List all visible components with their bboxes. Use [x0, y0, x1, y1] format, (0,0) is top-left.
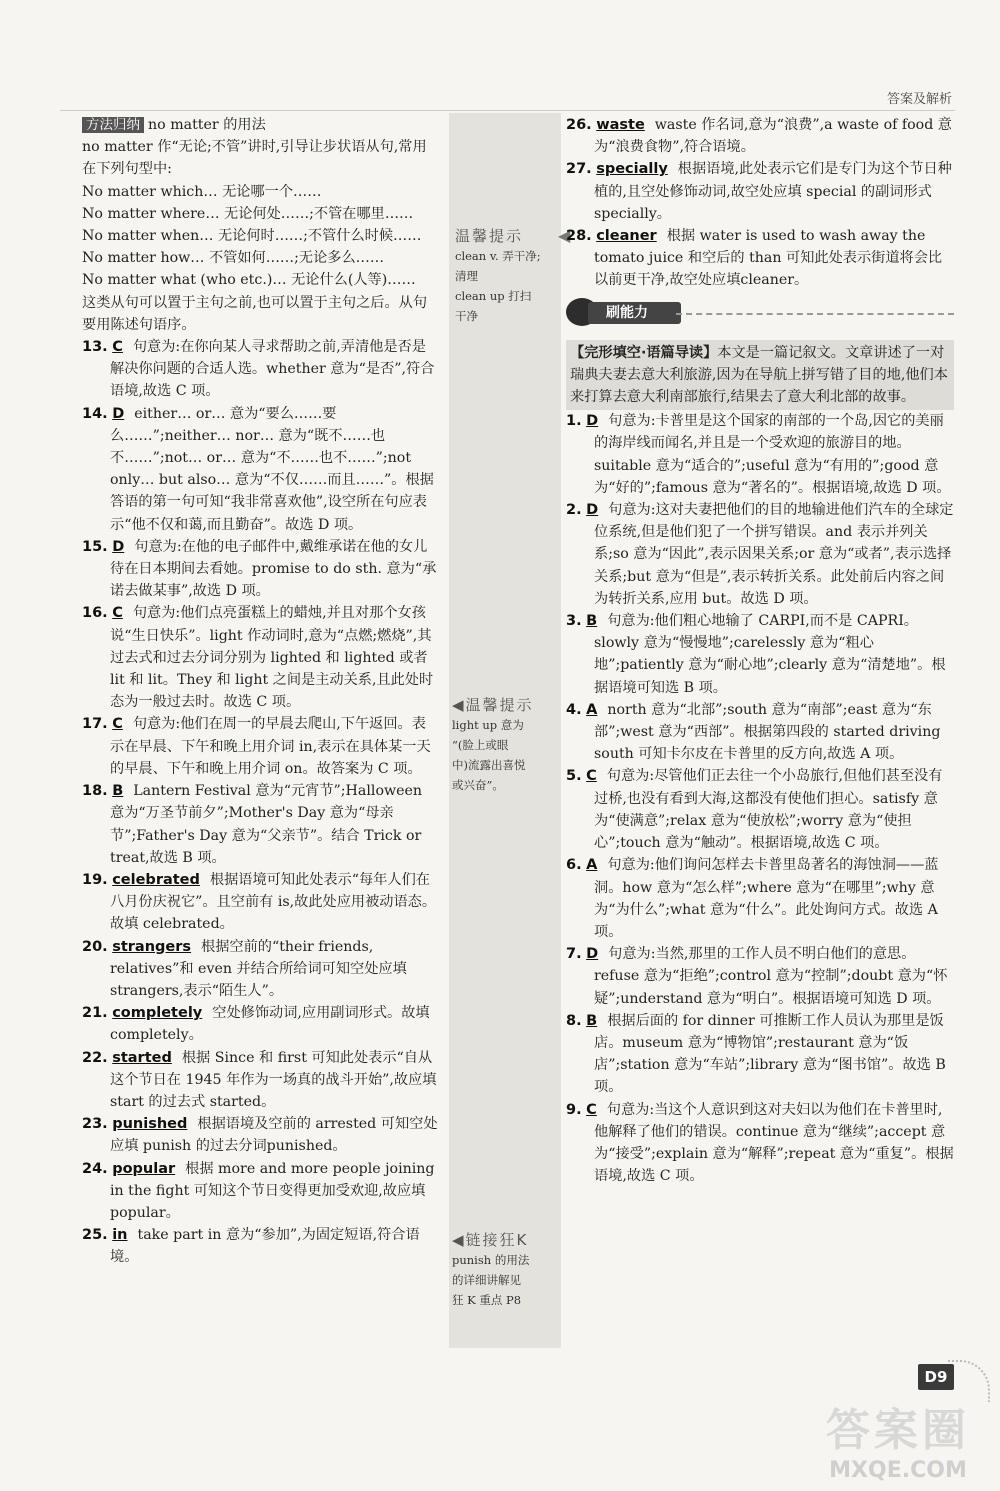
- note-title: 链接狂K: [465, 1231, 529, 1249]
- skill-banner: [566, 296, 954, 334]
- note-title: 温馨提示: [455, 227, 524, 245]
- item-explanation: Lantern Festival 意为“元宵节”;Halloween 意为“万圣节前夕”;Mother's Day 意为“母亲节”;Father's Day 意为“父亲节”。结合 Trick or treat,故选 B 项。: [110, 783, 423, 866]
- item-answer: in: [112, 1227, 128, 1244]
- method-line: No matter which… 无论哪一个……: [82, 183, 322, 200]
- item-number: 16.: [82, 605, 108, 622]
- method-line: No matter when… 无论何时……;不管什么时候……: [82, 228, 422, 245]
- method-line: 这类从句可以置于主句之前,也可以置于主句之后。从句要用陈述句语序。: [82, 294, 428, 333]
- item-number: 21.: [82, 1005, 108, 1022]
- item-answer: completely: [112, 1005, 203, 1022]
- method-line: no matter 作“无论;不管”讲时,引导让步状语从句,常用在下列句型中:: [82, 139, 427, 178]
- item-answer: C: [586, 1101, 597, 1118]
- answer-item: [82, 936, 440, 1003]
- watermark-logo: 答案圈: [826, 1405, 970, 1456]
- item-explanation: 句意为:他们询问怎样去卡普里岛著名的海蚀洞——蓝洞。how 意为“怎么样”;where 意为“在哪里”;why 意为“为什么”;what 意为“什么”。此处询问方式。故选 A 项。: [594, 857, 939, 940]
- item-answer: C: [112, 605, 123, 622]
- item-number: 4.: [566, 701, 582, 718]
- item-answer: D: [112, 405, 125, 422]
- item-number: 20.: [82, 938, 108, 955]
- item-answer: strangers: [112, 938, 192, 955]
- item-answer: C: [586, 768, 597, 785]
- item-answer: B: [586, 613, 598, 630]
- item-number: 9.: [566, 1101, 582, 1118]
- item-explanation: 根据语境,此处表示它们是专门为这个节日种植的,且空处修饰动词,故空处应填 special 的副词形式 specially。: [594, 161, 952, 222]
- side-note-2: [452, 695, 560, 795]
- item-explanation: 句意为:当这个人意识到这对夫妇以为他们在卡普里时,他解释了他们的错误。continue 意为“继续”;accept 意为“接受”;explain 意为“解释”;repeat 意为“重复”。根据语境,故选 C 项。: [594, 1101, 954, 1185]
- guide-text: 本文是一篇记叙文。文章讲述了一对瑞典夫妻去意大利旅游,因为在导航上拼写错了目的地,他们本来打算去意大利南部旅行,结果去了意大利北部的故事。: [570, 344, 948, 406]
- item-answer: B: [112, 783, 124, 800]
- item-explanation: 句意为:他们粗心地输了 CARPI,而不是 CAPRI。slowly 意为“慢慢地”;carelessly 意为“粗心地”;patiently 意为“耐心地”;clearly 意为“清楚地”。根据语境可知选 B 项。: [594, 613, 946, 696]
- divider: [676, 313, 954, 315]
- item-number: 2.: [566, 502, 582, 519]
- answer-item: [566, 943, 954, 1010]
- arrow-left-icon: ◀: [452, 696, 466, 714]
- item-explanation: either… or… 意为“要么……要么……”;neither… nor… 意为“既不……也不……”;not… or… 意为“不……也不……”;not only… but also… 意为“不仅……而且……”。根据答语的第一句可知“我非常喜欢他”,设空所在句应表示“他不仅和蔼,而且勤奋”。故选 D 项。: [110, 405, 434, 533]
- answer-item: [82, 1047, 440, 1114]
- item-answer: punished: [112, 1116, 188, 1133]
- method-box: [82, 114, 440, 336]
- page-number: D9: [918, 1364, 954, 1390]
- item-number: 15.: [82, 538, 108, 555]
- item-explanation: 根据语境可知此处表示“每年人们在八月份庆祝它”。且空前有 is,故此处应用被动语态。故填 celebrated。: [110, 871, 437, 933]
- item-number: 22.: [82, 1049, 108, 1066]
- header-divider: [60, 110, 955, 111]
- item-answer: waste: [596, 117, 645, 133]
- item-explanation: 根据 Since 和 first 可知此处表示“自从这个节日在 1945 年作为一场真的战斗开始”,故应填 start 的过去式 started。: [110, 1049, 437, 1110]
- arrow-left-icon: ◀: [452, 1231, 466, 1249]
- method-line: No matter where… 无论何处……;不管在哪里……: [82, 205, 414, 222]
- answer-item: [82, 713, 440, 780]
- item-answer: C: [112, 339, 123, 356]
- item-number: 13.: [82, 339, 108, 356]
- answer-item: [82, 1158, 440, 1225]
- note-line: 的详细讲解见: [452, 1273, 521, 1287]
- answer-item: [82, 1002, 440, 1046]
- note-title: 温馨提示: [465, 696, 534, 714]
- item-explanation: north 意为“北部”;south 意为“南部”;east 意为“东部”;west 意为“西部”。根据第四段的 started driving south 可知卡尔皮在卡普里的反方向,故选 A 项。: [594, 701, 941, 763]
- answer-item: [566, 410, 954, 499]
- item-number: 17.: [82, 716, 108, 733]
- note-line: 中)流露出喜悦: [452, 758, 526, 772]
- answer-item: [82, 336, 440, 403]
- item-explanation: 句意为:他们点亮蛋糕上的蜡烛,并且对那个女孩说“生日快乐”。light 作动词时,意为“点燃;燃烧”,其过去式和过去分词分别为 lighted 和 lighted 或者 lit 和 lit。They 和 light 之间是主动关系,且此处时态为一般过去时。故选 C 项。: [110, 605, 434, 711]
- item-answer: C: [112, 716, 123, 733]
- answer-item: [566, 1010, 954, 1099]
- right-answer-list: [566, 410, 954, 1187]
- item-explanation: waste 作名词,意为“浪费”,a waste of food 意为“浪费食物”,符合语境。: [594, 117, 952, 156]
- note-line: punish 的用法: [452, 1253, 530, 1267]
- item-number: 28.: [566, 228, 592, 245]
- item-explanation: 句意为:这对夫妻把他们的目的地输进他们汽车的全球定位系统,但是他们犯了一个拼写错误。and 表示并列关系;so 意为“因此”,表示因果关系;or 意为“或者”,表示选择关系;but 意为“但是”,表示转折关系。此处前后内容之间为转折关系,应用 but。故选 D 项。: [594, 502, 954, 607]
- item-explanation: 句意为:卡普里是这个国家的南部的一个岛,因它的美丽的海岸线而闻名,并且是一个受欢迎的旅游目的地。suitable 意为“适合的”;useful 意为“有用的”;good 意为“好的”;famous 意为“著名的”。根据语境,故选 D 项。: [594, 413, 951, 496]
- item-number: 26.: [566, 117, 592, 133]
- answer-item: [82, 536, 440, 603]
- method-tag: 方法归纳: [82, 117, 144, 133]
- item-number: 27.: [566, 161, 592, 178]
- item-answer: D: [586, 413, 599, 430]
- answer-item: [566, 114, 954, 158]
- item-number: 14.: [82, 405, 108, 422]
- method-line: No matter what (who etc.)… 无论什么(人等)……: [82, 272, 416, 289]
- item-answer: A: [586, 701, 598, 718]
- item-answer: cleaner: [596, 228, 657, 245]
- header-title: 答案及解析: [886, 92, 952, 107]
- item-number: 8.: [566, 1012, 582, 1029]
- answer-item: [566, 225, 954, 292]
- watermark-url: MXQE.COM: [829, 1458, 967, 1483]
- item-answer: celebrated: [112, 871, 200, 888]
- item-answer: A: [586, 857, 598, 874]
- left-column: [82, 114, 440, 1269]
- note-line: clean v. 弄干净;: [455, 249, 541, 263]
- item-answer: D: [112, 538, 125, 555]
- item-explanation: 句意为:当然,那里的工作人员不明白他们的意思。refuse 意为“拒绝”;control 意为“控制”;doubt 意为“怀疑”;understand 意为“明白”。根据语境可知选 D 项。: [594, 946, 948, 1007]
- answer-item: [566, 158, 954, 225]
- item-number: 3.: [566, 613, 582, 630]
- answer-item: [82, 1113, 440, 1157]
- item-explanation: 根据 water is used to wash away the tomato juice 和空后的 than 可知此处表示街道将会比以前更干净,故空处应填cleaner。: [594, 228, 943, 289]
- answer-item: [566, 854, 954, 943]
- skill-label: 刷能力: [588, 302, 681, 324]
- reading-guide: [566, 340, 954, 411]
- item-number: 7.: [566, 946, 582, 963]
- watermark: [826, 1394, 970, 1483]
- answer-item: [82, 869, 440, 936]
- item-explanation: 根据 more and more people joining in the fight 可知这个节日变得更加受欢迎,故应填 popular。: [110, 1160, 435, 1221]
- answer-item: [566, 699, 954, 766]
- answer-item: [82, 403, 440, 536]
- answer-item: [566, 499, 954, 610]
- item-answer: specially: [596, 161, 668, 178]
- item-explanation: 句意为:在你向某人寻求帮助之前,弄清他是否是解决你问题的合适人选。whether 意为“是否”,符合语境,故选 C 项。: [110, 339, 435, 400]
- answer-item: [82, 1224, 440, 1268]
- left-answer-list: [82, 336, 440, 1269]
- method-line: No matter how… 不管如何……;无论多么……: [82, 250, 385, 267]
- item-answer: started: [112, 1049, 172, 1066]
- answer-item: [82, 780, 440, 869]
- answer-item: [82, 602, 440, 713]
- item-explanation: 句意为:尽管他们正去往一个小岛旅行,但他们甚至没有过桥,也没有看到大海,这都没有使他们担心。satisfy 意为“使满意”;relax 意为“使放松”;worry 意为“使担心”;touch 意为“触动”。根据语境,故选 C 项。: [594, 768, 943, 852]
- right-answer-list-top: [566, 114, 954, 292]
- item-answer: D: [586, 502, 599, 519]
- method-title: no matter 的用法: [148, 117, 266, 133]
- item-number: 25.: [82, 1227, 108, 1244]
- answer-item: [566, 765, 954, 854]
- item-number: 18.: [82, 783, 108, 800]
- item-number: 1.: [566, 413, 582, 430]
- right-column: [566, 114, 954, 1187]
- item-number: 24.: [82, 1160, 108, 1177]
- item-explanation: 根据后面的 for dinner 可推断工作人员认为那里是饭店。museum 意为“博物馆”;restaurant 意为“饭店”;station 意为“车站”;library 意为“图书馆”。故选 B 项。: [594, 1012, 946, 1096]
- item-number: 6.: [566, 857, 582, 874]
- item-explanation: 空处修饰动词,应用副词形式。故填 completely。: [110, 1005, 430, 1044]
- item-answer: popular: [112, 1160, 176, 1177]
- note-line: 狂 K 重点 P8: [452, 1293, 522, 1307]
- item-explanation: 句意为:在他的电子邮件中,戴维承诺在他的女儿待在日本期间去看她。promise to do sth. 意为“承诺去做某事”,故选 D 项。: [110, 538, 437, 600]
- note-line: clean up 打扫: [455, 289, 532, 303]
- note-line: 干净: [455, 309, 478, 323]
- arrow-left-icon: ◀: [558, 226, 571, 245]
- answer-item: [566, 610, 954, 699]
- note-line: “(脸上或眼: [452, 738, 509, 752]
- item-number: 5.: [566, 768, 582, 785]
- item-explanation: 句意为:他们在周一的早晨去爬山,下午返回。表示在早晨、下午和晚上用介词 in,表示在具体某一天的早晨、下午和晚上用介词 on。故答案为 C 项。: [110, 716, 431, 777]
- item-explanation: 根据语境及空前的 arrested 可知空处应填 punish 的过去分词punished。: [110, 1116, 438, 1155]
- item-explanation: take part in 意为“参加”,为固定短语,符合语境。: [110, 1227, 420, 1266]
- note-line: 清理: [455, 269, 478, 283]
- item-number: 23.: [82, 1116, 108, 1133]
- guide-label: 【完形填空·语篇导读】: [570, 344, 718, 361]
- side-note-3: [452, 1230, 560, 1310]
- side-note-1: [455, 226, 561, 326]
- answer-item: [566, 1099, 954, 1188]
- item-number: 19.: [82, 871, 108, 888]
- note-line: light up 意为: [452, 718, 524, 732]
- item-explanation: 根据空前的“their friends, relatives”和 even 并结合所给词可知空处应填 strangers,表示“陌生人”。: [110, 938, 407, 999]
- item-answer: B: [586, 1012, 598, 1029]
- note-line: 或兴奋”。: [452, 778, 504, 792]
- item-answer: D: [586, 946, 599, 963]
